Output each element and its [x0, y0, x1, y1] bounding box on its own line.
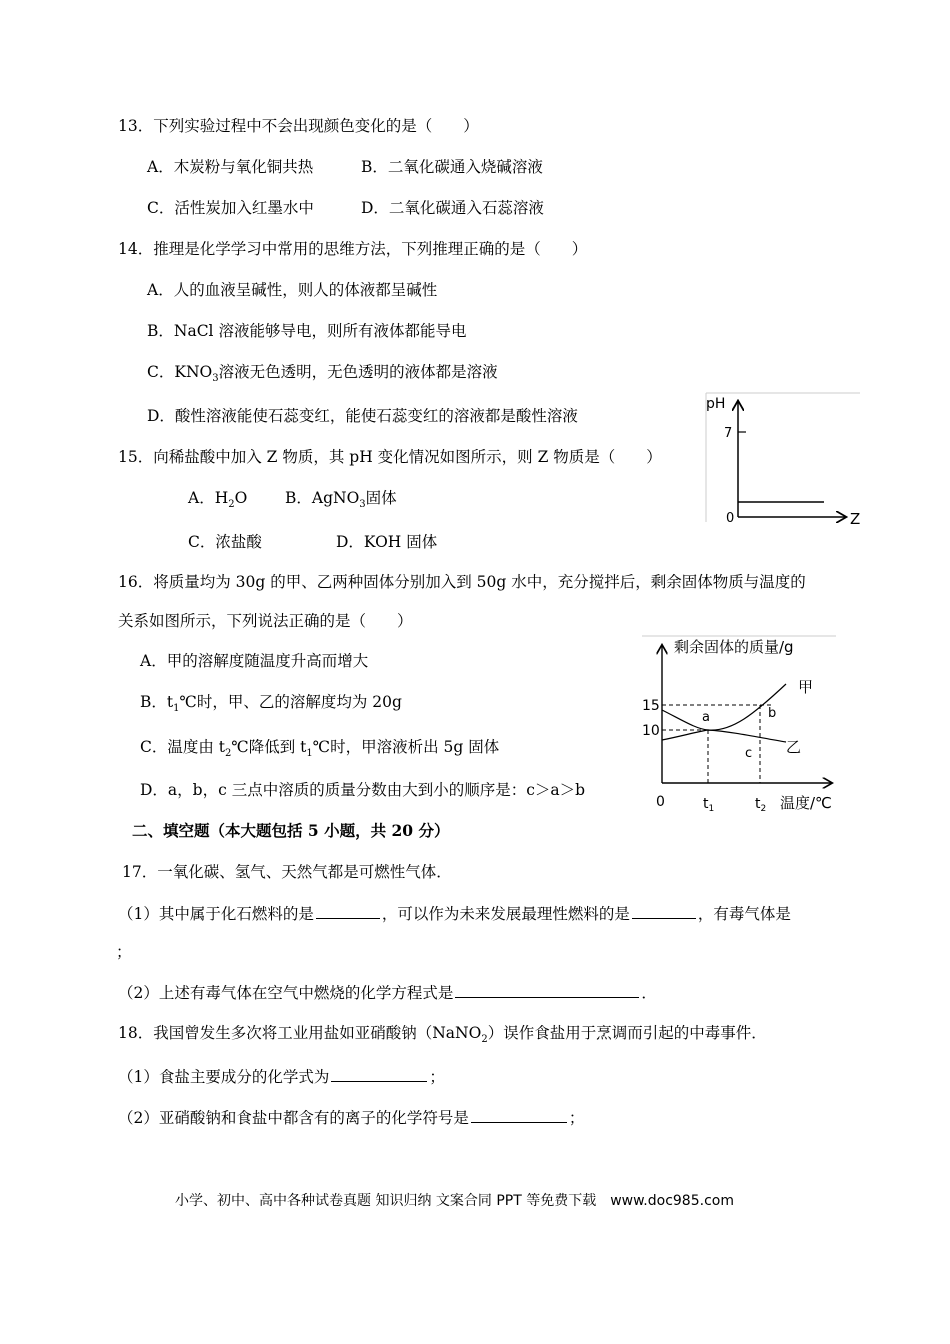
- footer-text: 小学、初中、高中各种试卷真题 知识归纳 文案合同 PPT 等免费下载 www.doc985.com: [175, 1193, 734, 1209]
- q17-blank-1[interactable]: [316, 903, 380, 919]
- q18-part1: （1）食盐主要成分的化学式为 ；: [118, 1068, 445, 1086]
- q16-option-b: B．$t_1℃$时，甲、乙的溶解度均为 20g: [140, 693, 402, 715]
- solubility-graph-t2: $t_2$: [755, 796, 767, 814]
- ph-graph-y-label: pH: [706, 396, 726, 412]
- solubility-graph: [636, 632, 848, 816]
- ph-graph: [700, 390, 870, 530]
- q14-option-a: A．人的血液呈碱性，则人的体液都呈碱性: [147, 281, 438, 299]
- q17-part1-end: ；: [116, 943, 132, 961]
- solubility-graph-origin: 0: [656, 794, 665, 810]
- solubility-label-yi: 乙: [786, 738, 802, 756]
- q15-option-d: D．KOH 固体: [336, 533, 438, 551]
- solubility-point-b: b: [768, 706, 777, 721]
- q17-blank-equation[interactable]: [455, 982, 639, 998]
- q13-option-c: C．活性炭加入红墨水中: [147, 199, 314, 217]
- solubility-graph-tick-10: 10: [642, 723, 660, 739]
- solubility-curve-yi: [662, 730, 786, 742]
- solubility-graph-x-title: 温度/℃: [780, 794, 832, 812]
- q18-part2: （2）亚硝酸钠和食盐中都含有的离子的化学符号是 ；: [118, 1109, 585, 1127]
- q16-stem-line1: 16．将质量均为 30g 的甲、乙两种固体分别加入到 50g 水中，充分搅拌后，剩余固体物质与温度的: [118, 573, 806, 591]
- q13-option-a: A．木炭粉与氧化铜共热: [147, 158, 314, 176]
- q17-blank-2[interactable]: [632, 903, 696, 919]
- solubility-graph-y-title: 剩余固体的质量/g: [674, 638, 794, 656]
- q15-option-c: C．浓盐酸: [188, 533, 262, 551]
- section2-title: 二、填空题（本大题包括 5 小题，共 20 分）: [132, 821, 450, 840]
- q17-part2: （2）上述有毒气体在空气中燃烧的化学方程式是 ．: [118, 984, 657, 1002]
- q16-option-c: C．温度由 $t_2℃$降低到 $t_1℃$时，甲溶液析出 5g 固体: [140, 738, 500, 760]
- ph-graph-origin: 0: [726, 511, 735, 526]
- q16-option-a: A．甲的溶解度随温度升高而增大: [140, 652, 369, 670]
- solubility-point-c: c: [745, 746, 753, 761]
- q18-blank-2[interactable]: [471, 1107, 567, 1123]
- solubility-graph-tick-15: 15: [642, 698, 660, 714]
- q18-blank-1[interactable]: [331, 1066, 427, 1082]
- solubility-point-a: a: [702, 710, 710, 725]
- q18-stem: 18．我国曾发生多次将工业用盐如亚硝酸钠（NaNO$_2$）误作食盐用于烹调而引起的中毒事件．: [118, 1024, 767, 1046]
- ph-graph-x-label: Z: [850, 510, 861, 528]
- q13-option-b: B．二氧化碳通入烧碱溶液: [361, 158, 543, 176]
- q14-option-b: B．NaCl 溶液能够导电，则所有液体都能导电: [147, 322, 467, 340]
- q13-stem: 13．下列实验过程中不会出现颜色变化的是（ ）: [118, 117, 479, 135]
- q16-stem-line2: 关系如图所示，下列说法正确的是（ ）: [118, 612, 413, 630]
- q14-option-c: C．$KNO_3$溶液无色透明，无色透明的液体都是溶液: [147, 363, 498, 385]
- q17-part1: （1）其中属于化石燃料的是 ，可以作为未来发展最理性燃料的是 ，有毒气体是: [118, 905, 791, 923]
- solubility-label-jia: 甲: [798, 678, 814, 696]
- q15-stem: 15．向稀盐酸中加入 Z 物质，其 pH 变化情况如图所示，则 Z 物质是（ ）: [118, 448, 662, 466]
- solubility-graph-t1: $t_1$: [703, 796, 715, 814]
- q14-stem: 14．推理是化学学习中常用的思维方法，下列推理正确的是（ ）: [118, 240, 588, 258]
- q16-option-d: D．a，b，c 三点中溶质的质量分数由大到小的顺序是：c＞a＞b: [140, 781, 586, 799]
- ph-graph-tick-7-label: 7: [724, 426, 733, 441]
- q14-option-d: D．酸性溶液能使石蕊变红，能使石蕊变红的溶液都是酸性溶液: [147, 407, 578, 425]
- q13-option-d: D．二氧化碳通入石蕊溶液: [361, 199, 544, 217]
- q15-option-a: A．$H_2O$: [188, 489, 248, 511]
- q17-stem: 17．一氧化碳、氢气、天然气都是可燃性气体．: [122, 863, 452, 881]
- q15-option-b: B．AgNO$_3$固体: [285, 489, 397, 511]
